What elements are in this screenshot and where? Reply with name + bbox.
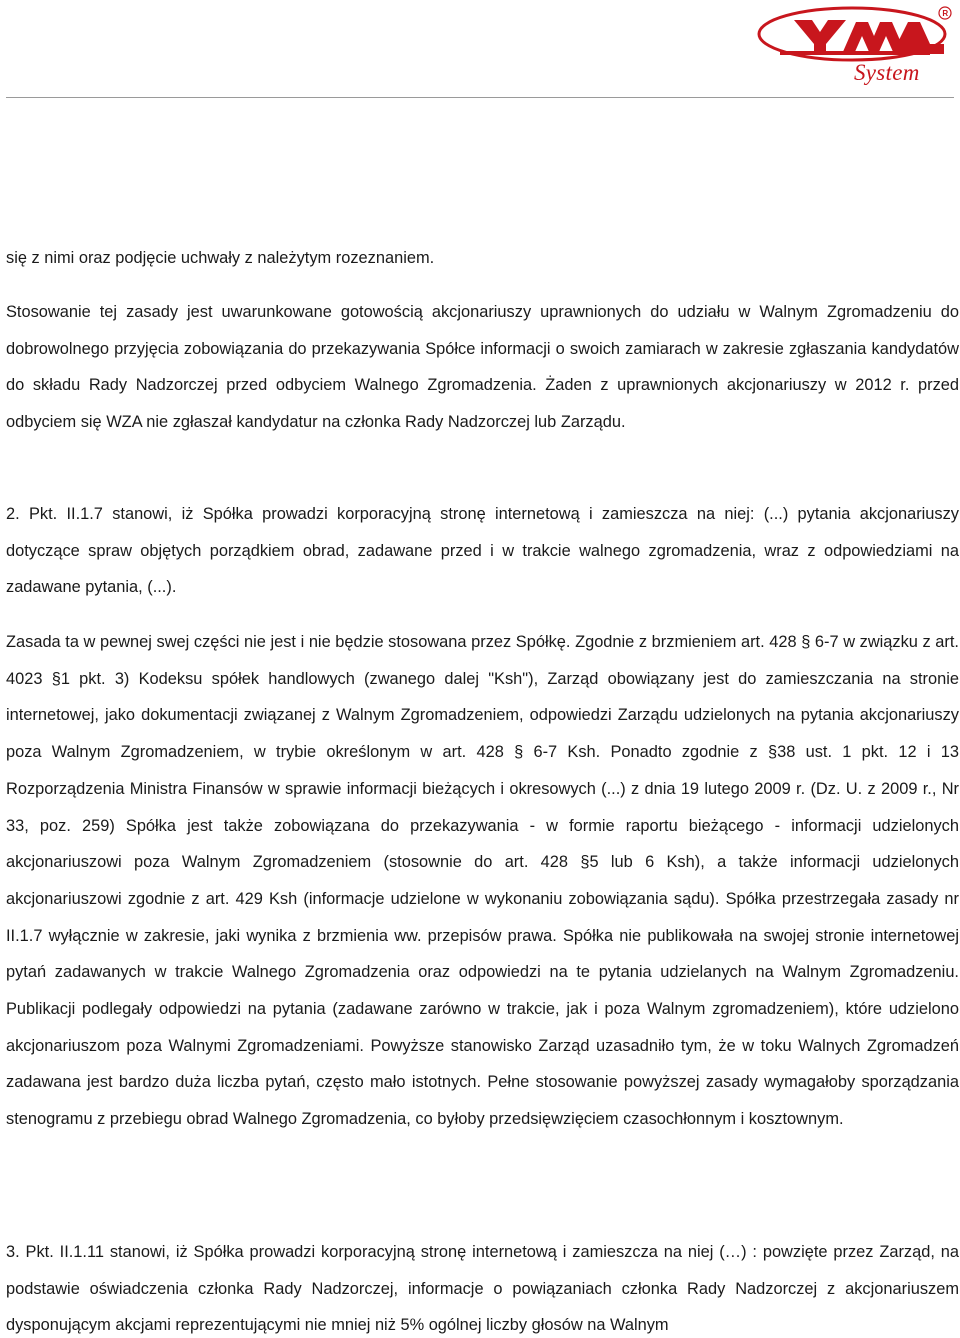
- paragraph-point-3: 3. Pkt. II.1.11 stanowi, iż Spółka prowadzi korporacyjną stronę internetową i zamieszcza na niej (…) : powzięte przez Zarząd, na podstawie oświadczenia członka Rady Nadzorczej, informacje o powiązaniach członka Rady Nadzorczej z akcjonariuszem dysponującym akcjami reprezentującymi nie mniej niż 5% ogólnej liczby głosów na Walnym: [6, 1243, 959, 1335]
- header-divider: [6, 97, 954, 98]
- registered-mark: R: [942, 9, 949, 18]
- paragraph-continuation: się z nimi oraz podjęcie uchwały z należytym rozeznaniem.: [6, 249, 435, 267]
- paragraph-point-2: 2. Pkt. II.1.7 stanowi, iż Spółka prowadzi korporacyjną stronę internetową i zamieszcza na niej: (...) pytania akcjonariuszy dotyczące spraw objętych porządkiem obrad, zadawane przed i w trakcie walnego zgromadzenia, wraz z odpowiedziami na zadawane pytania, (...).: [6, 505, 959, 597]
- page-header: [0, 0, 960, 105]
- company-logo: [754, 4, 956, 92]
- logo-subtitle: System: [854, 60, 920, 85]
- logo-mark-icon: [754, 4, 956, 64]
- paragraph-candidates: Stosowanie tej zasady jest uwarunkowane gotowością akcjonariuszy uprawnionych do udziału w Walnym Zgromadzeniu do dobrowolnego przyjęcia zobowiązania do przekazywania Spółce informacji o swoich zamiarach w zakresie zgłaszania kandydatów do składu Rady Nadzorczej przed odbyciem Walnego Zgromadzenia. Żaden z uprawnionych akcjonariuszy w 2012 r. przed odbyciem się WZA nie zgłaszał kandydatur na członka Rady Nadzorczej lub Zarządu.: [6, 303, 959, 432]
- paragraph-explanation: Zasada ta w pewnej swej części nie jest i nie będzie stosowana przez Spółkę. Zgodnie z brzmieniem art. 428 § 6-7 w związku z art. 4023 §1 pkt. 3) Kodeksu spółek handlowych (zwanego dalej "Ksh"), Zarząd obowiązany jest do zamieszczania na stronie internetowej, jako dokumentacji związanej z Walnym Zgromadzeniem, odpowiedzi Zarządu udzielonych na pytania akcjonariuszy poza Walnym Zgromadzeniem, w trybie określonym w art. 428 § 6-7 Ksh. Ponadto zgodnie z §38 ust. 1 pkt. 12 i 13 Rozporządzenia Ministra Finansów w sprawie informacji bieżących i okresowych (...) z dnia 19 lutego 2009 r. (Dz. U. z 2009 r., Nr 33, poz. 259) Spółka jest także zobowiązana do przekazywania - w formie raportu bieżącego - informacji udzielonych akcjonariuszowi poza Walnym Zgromadzeniem (stosownie do art. 428 §5 lub 6 Ksh), a także informacji udzielonych akcjonariuszowi zgodnie z art. 429 Ksh (informacje udzielone w wykonaniu zobowiązania sądu). Spółka przestrzegała zasady nr II.1.7 wyłącznie w zakresie, jaki wynika z brzmienia ww. przepisów prawa. Spółka nie publikowała na swojej stronie internetowej pytań zadawanych w trakcie Walnego Zgromadzenia oraz odpowiedzi na te pytania udzielanych na Walnym Zgromadzeniu. Publikacji podlegały odpowiedzi na pytania (zadawane zarówno w trakcie, jak i poza Walnym zgromadzeniem), które udzielono akcjonariuszom poza Walnymi Zgromadzeniami. Powyższe stanowisko Zarząd uzasadniło tym, że w toku Walnych Zgromadzeń zadawana jest bardzo duża liczba pytań, często mało istotnych. Pełne stosowanie powyższej zasady wymagałoby sporządzania stenogramu z przebiegu obrad Walnego Zgromadzenia, co byłoby przedsięwzięciem czasochłonnym i kosztownym.: [6, 633, 959, 1129]
